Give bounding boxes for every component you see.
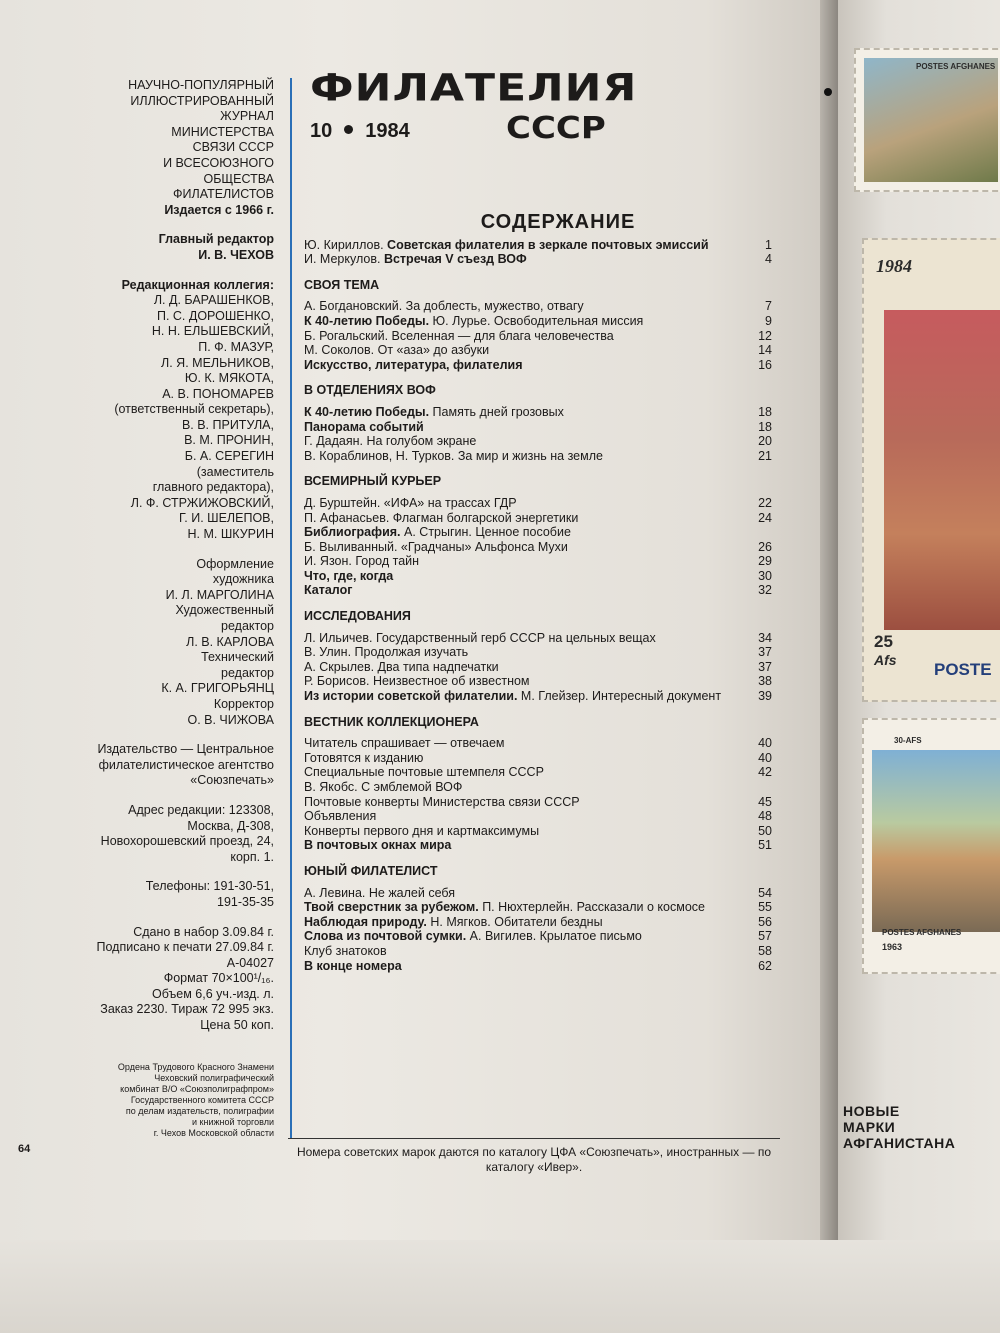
contents-entry	[304, 631, 772, 646]
contents-entry	[304, 252, 772, 267]
new-stamps-line: АФГАНИСТАНА	[843, 1135, 956, 1151]
entry-page: 20	[758, 434, 772, 449]
entry-text: Р. Борисов. Неизвестное об известном	[304, 674, 530, 689]
address-line: Новохорошевский проезд, 24,	[100, 834, 274, 849]
imprint-line: комбинат В/О «Союзполиграфпром»	[120, 1084, 274, 1094]
contents-entry	[304, 583, 772, 598]
board-member: Г. И. ШЕЛЕПОВ,	[179, 511, 274, 526]
board-member: П. Ф. МАЗУР,	[198, 339, 274, 354]
contents-sections	[304, 278, 772, 973]
entry-page: 18	[758, 404, 772, 419]
contents-entry	[304, 959, 772, 974]
contents-entry	[304, 420, 772, 435]
entry-page: 37	[758, 659, 772, 674]
board-member: В. В. ПРИТУЛА,	[181, 417, 274, 432]
entry-rubric: К 40-летию Победы.	[304, 313, 430, 328]
address-line: Москва, Д-308,	[187, 818, 274, 833]
description-line: СВЯЗИ СССР	[192, 140, 274, 155]
entry-text: В. Кораблинов, Н. Турков. За мир и жизнь на земле	[304, 448, 603, 463]
entry-page: 42	[758, 765, 772, 780]
entry-page: 22	[758, 495, 772, 510]
stamp-2-image	[884, 310, 1000, 630]
contents-entry	[304, 674, 772, 689]
entry-text: А. Скрылев. Два типа надпечатки	[304, 659, 499, 674]
print-info-line: Цена 50 коп.	[200, 1018, 274, 1033]
design-credit: К. А. ГРИГОРЬЯНЦ	[161, 681, 274, 696]
contents-section	[304, 278, 772, 373]
design-credit: Л. В. КАРЛОВА	[186, 634, 274, 649]
design-credit: О. В. ЧИЖОВА	[187, 712, 274, 727]
contents-entry	[304, 900, 772, 915]
entry-page: 37	[758, 645, 772, 660]
entry-page: 1	[765, 237, 772, 252]
board-member: (заместитель	[196, 464, 274, 479]
entry-text: Специальные почтовые штемпеля СССР	[304, 765, 544, 780]
print-info-line: Формат 70×100¹/₁₆.	[163, 971, 274, 986]
entry-page: 40	[758, 736, 772, 751]
board-member: Л. Д. БАРАШЕНКОВ,	[153, 293, 274, 308]
entry-page: 16	[758, 357, 772, 372]
design-credit: редактор	[221, 665, 274, 680]
section-title: В ОТДЕЛЕНИЯХ ВОФ	[304, 383, 436, 398]
entry-page: 30	[758, 568, 772, 583]
catalog-footnote: Номера советских марок даются по каталогу ЦФА «Союзпечать», иностранных — по каталогу «Ивер».	[288, 1138, 780, 1175]
entry-rubric: Панорама событий	[304, 419, 424, 434]
description-line: ОБЩЕСТВА	[203, 171, 274, 186]
contents-entry	[304, 405, 772, 420]
entry-text: Г. Дадаян. На голубом экране	[304, 434, 477, 449]
contents-entry	[304, 689, 772, 704]
imprint-line: Государственного комитета СССР	[130, 1095, 274, 1105]
entry-text: В. Якобс. С эмблемой ВОФ	[304, 780, 463, 794]
imprint-line: по делам издательств, полиграфии	[125, 1106, 274, 1116]
entry-text: Память дней грозовых	[429, 404, 564, 419]
contents-entry	[304, 824, 772, 839]
entry-author: И. Меркулов.	[304, 252, 384, 267]
contents-entry	[304, 838, 772, 853]
entry-text: П. Нюхтерлейн. Рассказали о космосе	[478, 900, 705, 915]
entry-text: Читатель спрашивает — отвечаем	[304, 736, 505, 751]
print-info-block	[30, 925, 274, 1034]
description-line: ИЛЛЮСТРИРОВАННЫЙ	[130, 93, 274, 108]
stamp-3-label: POSTES AFGHANES	[882, 928, 962, 937]
divider-line	[290, 78, 292, 1138]
stamp-2-label: POSTE	[934, 660, 992, 679]
stamp-3-image	[872, 750, 1000, 932]
entry-page: 24	[758, 510, 772, 525]
editor-title: Главный редактор	[158, 232, 274, 247]
stamp-2-value: 25	[874, 632, 893, 651]
board-block	[30, 278, 274, 543]
contents-entry	[304, 929, 772, 944]
stamp-3-value: 30-AFS	[894, 736, 922, 745]
entry-page: 7	[765, 299, 772, 314]
contents-entry	[304, 569, 772, 584]
board-member: Л. Ф. СТРЖИЖОВСКИЙ,	[130, 495, 274, 510]
section-title: ИССЛЕДОВАНИЯ	[304, 609, 411, 624]
editor-name: И. В. ЧЕХОВ	[198, 247, 274, 262]
contents-entry	[304, 511, 772, 526]
entry-page: 32	[758, 583, 772, 598]
entry-author: Ю. Кириллов.	[304, 237, 388, 252]
contents-intro	[304, 238, 772, 267]
entry-page: 62	[758, 958, 772, 973]
entry-title: Встречая V съезд ВОФ	[383, 252, 527, 267]
section-title: СВОЯ ТЕМА	[304, 277, 380, 292]
contents-entry	[304, 343, 772, 358]
entry-rubric: В почтовых окнах мира	[304, 838, 452, 853]
imprint-line: Ордена Трудового Красного Знамени	[117, 1062, 274, 1072]
print-info-line: Подписано к печати 27.09.84 г.	[96, 940, 274, 955]
masthead-info	[30, 78, 274, 1048]
entry-text: Б. Рогальский. Вселенная — для блага человечества	[304, 328, 614, 343]
board-title: Редакционная коллегия:	[121, 277, 274, 292]
address-line: Адрес редакции: 123308,	[128, 802, 274, 817]
entry-text: Б. Выливанный. «Градчаны» Альфонса Мухи	[304, 539, 568, 554]
description-block	[30, 78, 274, 218]
contents-entry	[304, 915, 772, 930]
contents-entry	[304, 525, 772, 540]
contents-entry	[304, 886, 772, 901]
entry-page: 12	[758, 328, 772, 343]
binding-hole	[824, 88, 832, 96]
imprint-line: г. Чехов Московской области	[153, 1128, 274, 1138]
design-credit: Технический	[201, 650, 274, 665]
contents-heading: СОДЕРЖАНИЕ	[480, 211, 636, 233]
stamp-3-year: 1963	[882, 942, 903, 952]
issue-number: 10	[310, 120, 333, 142]
entry-rubric: Библиография.	[304, 525, 401, 540]
entry-page: 54	[758, 885, 772, 900]
contents-entry	[304, 314, 772, 329]
contents-entry	[304, 554, 772, 569]
entry-text: А. Левина. Не жалей себя	[304, 885, 456, 900]
contents-entry	[304, 809, 772, 824]
new-stamps-line: МАРКИ	[843, 1119, 896, 1135]
entry-page: 45	[758, 794, 772, 809]
entry-rubric: Каталог	[304, 583, 353, 598]
contents-section	[304, 609, 772, 704]
stamp-2-year: 1984	[876, 256, 912, 276]
entry-page: 4	[765, 252, 772, 267]
publisher-line: «Союзпечать»	[190, 773, 274, 788]
entry-page: 51	[758, 838, 772, 853]
entry-rubric: Слова из почтовой сумки.	[304, 929, 467, 944]
phone-line: 191-35-35	[217, 894, 274, 909]
entry-page: 57	[758, 929, 772, 944]
entry-text: А. Стрыгин. Ценное пособие	[400, 525, 571, 540]
entry-page: 34	[758, 630, 772, 645]
board-member: (ответственный секретарь),	[114, 402, 274, 417]
contents-entry	[304, 496, 772, 511]
entry-rubric: Искусство, литература, филателия	[304, 357, 523, 372]
entry-page: 39	[758, 689, 772, 704]
section-title: ВСЕМИРНЫЙ КУРЬЕР	[304, 474, 442, 489]
entry-rubric: Твой сверстник за рубежом.	[304, 900, 479, 915]
entry-text: В. Улин. Продолжая изучать	[304, 645, 469, 660]
board-member: главного редактора),	[152, 480, 274, 495]
entry-page: 18	[758, 419, 772, 434]
entry-page: 50	[758, 823, 772, 838]
entry-text: Готовятся к изданию	[304, 750, 424, 765]
new-stamps-line: НОВЫЕ	[843, 1103, 900, 1119]
description-line: ФИЛАТЕЛИСТОВ	[173, 187, 274, 202]
entry-text: Л. Ильичев. Государственный герб СССР на цельных вещах	[304, 630, 656, 645]
entry-page: 48	[758, 809, 772, 824]
entry-text: П. Афанасьев. Флагман болгарской энергетики	[304, 510, 579, 525]
entry-text: Ю. Лурье. Освободительная миссия	[429, 313, 644, 328]
design-credit: И. Л. МАРГОЛИНА	[165, 587, 274, 602]
entry-rubric: В конце номера	[304, 958, 402, 973]
print-info-line: Заказ 2230. Тираж 72 995 экз.	[100, 1002, 274, 1017]
stamp-3	[862, 718, 1000, 974]
entry-text: Объявления	[304, 809, 377, 824]
journal-logo: ФИЛАТЕЛИЯ	[310, 66, 638, 110]
table-of-contents	[304, 211, 772, 973]
entry-text: Клуб знатоков	[304, 943, 387, 958]
entry-text: М. Глейзер. Интересный документ	[517, 689, 722, 704]
contents-entry	[304, 795, 772, 810]
entry-text: Д. Бурштейн. «ИФА» на трассах ГДР	[304, 495, 517, 510]
print-info-line: А-04027	[226, 955, 274, 970]
contents-entry	[304, 238, 772, 253]
contents-section	[304, 864, 772, 973]
section-title: ВЕСТНИК КОЛЛЕКЦИОНЕРА	[304, 714, 479, 729]
description-line: И ВСЕСОЮЗНОГО	[163, 155, 274, 170]
entry-page: 55	[758, 900, 772, 915]
journal-title	[310, 66, 680, 146]
contents-section	[304, 474, 772, 598]
entry-page: 29	[758, 554, 772, 569]
entry-page: 26	[758, 539, 772, 554]
board-member: А. В. ПОНОМАРЕВ	[162, 386, 274, 401]
contents-entry	[304, 449, 772, 464]
contents-section	[304, 715, 772, 853]
page-number: 64	[18, 1143, 31, 1155]
imprint-block	[30, 1062, 274, 1139]
contents-entry	[304, 765, 772, 780]
entry-page: 58	[758, 943, 772, 958]
contents-entry	[304, 645, 772, 660]
entry-page: 9	[765, 313, 772, 328]
board-member: В. М. ПРОНИН,	[184, 433, 274, 448]
page-bottom-edge	[0, 1240, 1000, 1333]
description-line: МИНИСТЕРСТВА	[171, 124, 274, 139]
contents-entry	[304, 944, 772, 959]
entry-text: Н. Мягков. Обитатели бездны	[426, 914, 603, 929]
entry-text: А. Вигилев. Крылатое письмо	[466, 929, 642, 944]
contents-entry	[304, 660, 772, 675]
bullet-icon	[344, 125, 353, 134]
imprint-line: Чеховский полиграфический	[154, 1073, 274, 1083]
print-info-line: Сдано в набор 3.09.84 г.	[133, 924, 274, 939]
print-info-line: Объем 6,6 уч.-изд. л.	[152, 986, 274, 1001]
new-stamps-caption	[843, 1103, 955, 1151]
entry-page: 14	[758, 343, 772, 358]
imprint-line: и книжной торговли	[192, 1117, 274, 1127]
editor-block	[30, 232, 274, 263]
phone-line: Телефоны: 191-30-51,	[145, 879, 274, 894]
published-since: Издается с 1966 г.	[164, 202, 274, 217]
issue-line	[310, 120, 410, 143]
board-member: Ю. К. МЯКОТА,	[184, 371, 274, 386]
contents-entry	[304, 751, 772, 766]
board-member: Л. Я. МЕЛЬНИКОВ,	[161, 355, 274, 370]
entry-rubric: Что, где, когда	[304, 568, 394, 583]
board-member: Н. Н. ЕЛЬШЕВСКИЙ,	[151, 324, 274, 339]
board-list	[30, 293, 274, 543]
contents-entry	[304, 434, 772, 449]
contents-section	[304, 383, 772, 463]
contents-entry	[304, 736, 772, 751]
address-line: корп. 1.	[230, 849, 274, 864]
section-title: ЮНЫЙ ФИЛАТЕЛИСТ	[304, 863, 438, 878]
country-title: СССР	[506, 110, 606, 146]
contents-entry	[304, 540, 772, 555]
stamp-1-image	[864, 58, 998, 182]
contents-entry	[304, 299, 772, 314]
entry-title: Советская филателия в зеркале почтовых эмиссий	[387, 237, 709, 252]
entry-page: 56	[758, 914, 772, 929]
design-credit: художника	[212, 572, 274, 587]
entry-text: И. Язон. Город тайн	[304, 554, 420, 569]
entry-page: 21	[758, 448, 772, 463]
description-line: ЖУРНАЛ	[220, 109, 274, 124]
entry-text: М. Соколов. От «аза» до азбуки	[304, 343, 490, 358]
entry-page: 38	[758, 674, 772, 689]
stamp-1-label: POSTES AFGHANES	[916, 62, 996, 71]
entry-text: Почтовые конверты Министерства связи СССР	[304, 794, 580, 809]
issue-year: 1984	[365, 120, 410, 142]
description-line: НАУЧНО-ПОПУЛЯРНЫЙ	[128, 78, 274, 92]
contents-entry	[304, 358, 772, 373]
design-credit: Оформление	[196, 556, 274, 571]
board-member: П. С. ДОРОШЕНКО,	[156, 308, 274, 323]
design-block	[30, 557, 274, 729]
entry-text: Конверты первого дня и картмаксимумы	[304, 823, 540, 838]
publisher-line: Издательство — Центральное	[97, 742, 274, 757]
entry-text: А. Богдановский. За доблесть, мужество, отвагу	[304, 299, 584, 314]
address-block	[30, 803, 274, 865]
entry-rubric: К 40-летию Победы.	[304, 404, 430, 419]
publisher-block	[30, 742, 274, 789]
board-member: Н. М. ШКУРИН	[187, 527, 274, 542]
phones-block	[30, 879, 274, 910]
entry-rubric: Из истории советской филателии.	[304, 689, 518, 704]
contents-entry	[304, 329, 772, 344]
stamp-2	[862, 238, 1000, 702]
stamp-1	[854, 48, 1000, 192]
design-credit: Художественный	[175, 603, 274, 618]
entry-rubric: Наблюдая природу.	[304, 914, 427, 929]
board-member: Б. А. СЕРЕГИН	[184, 449, 274, 464]
stamp-2-currency: Afs	[874, 652, 897, 668]
entry-page: 40	[758, 750, 772, 765]
design-credit: Корректор	[213, 696, 274, 711]
publisher-line: филателистическое агентство	[98, 757, 274, 772]
contents-entry	[304, 780, 772, 795]
design-credit: редактор	[221, 619, 274, 633]
